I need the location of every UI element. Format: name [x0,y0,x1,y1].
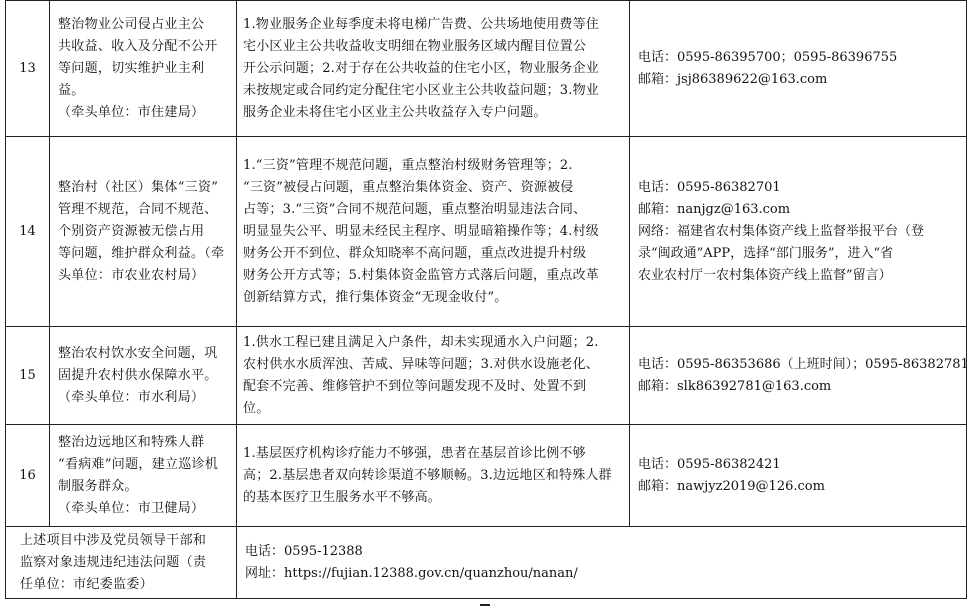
task-line: 个别资产资源被无偿占用 [58,223,205,239]
issue-line: 开公示问题；2.对于存在公共收益的住宅小区，物业服务企业 [243,60,600,76]
issue-line: 高；2.基层患者双向转诊渠道不够顺畅。3.边远地区和特殊人群 [243,467,612,483]
rectification-table [5,0,967,599]
contact-cell [630,425,967,527]
task-cell [50,327,237,425]
issue-cell [237,425,630,527]
issue-line: 未按规定或合同约定分配住宅小区业主公共收益问题；3.物业 [243,82,600,98]
contact-cell [630,1,967,137]
lead-unit: （牵头单位：市水利局） [58,389,205,405]
issue-line: 财务公开不到位、群众知晓率不高问题，重点改进提升村级 [243,245,587,261]
task-line: “看病难”问题，建立巡诊机 [58,456,219,472]
table-row [6,327,967,425]
task-line: 整治物业公司侵占业主公 [58,16,205,32]
online-channel: 农业农村厅一农村集体资产线上监督”留言） [638,267,892,283]
contact-cell [630,137,967,327]
issue-line: “三资”被侵占问题，重点整治集体资金、资产、资源被侵 [243,179,574,195]
contact-cell [630,327,967,425]
task-cell [50,1,237,137]
task-cell [50,137,237,327]
phone: 电话：0595-86382701 [638,179,781,195]
task-line: 管理不规范，合同不规范、 [58,201,218,217]
issue-line: 财务公开方式等；5.村集体资金监管方式落后问题，重点改革 [243,267,600,283]
task-line: 整治村（社区）集体“三资” [58,179,219,195]
lead-unit: （牵头单位：市卫健局） [58,500,205,516]
issue-cell [237,137,630,327]
footer-task-cell [6,527,237,599]
task-line: 共收益、收入及分配不公开 [58,38,218,54]
lead-unit: （牵头单位：市住建局） [58,104,205,120]
task-line: 等问题，维护群众利益。（牵 [58,245,225,261]
footer-task-line: 监察对象违规违纪违法问题（责 [20,554,207,570]
issue-line: 占等；3.“三资”合同不规范问题，重点整治明显违法合同、 [243,201,587,217]
footer-task-line: 任单位：市纪委监委） [20,576,154,592]
email[interactable]: 邮箱：nanjgz@163.com [638,201,791,217]
issue-cell [237,1,630,137]
email[interactable]: 邮箱：jsj86389622@163.com [638,71,828,87]
task-line: 整治农村饮水安全问题，巩 [58,345,218,361]
phone: 电话：0595-86395700；0595-86396755 [638,49,898,65]
issue-line: 农村供水水质浑浊、苦咸、异味等问题；3.对供水设施老化、 [243,356,600,372]
table-row [6,1,967,137]
email[interactable]: 邮箱：nawjyz2019@126.com [638,478,825,494]
issue-line: 1.基层医疗机构诊疗能力不够强，患者在基层首诊比例不够 [243,445,586,461]
footer-contact-cell [237,527,967,599]
phone: 电话：0595-12388 [245,543,363,559]
row-number: 15 [6,327,50,425]
issue-line: 创新结算方式，推行集体资金“无现金收付”。 [243,289,508,305]
row-number: 14 [6,137,50,327]
issue-line: 1.物业服务企业每季度未将电梯广告费、公共场地使用费等住 [243,16,600,32]
page-number-mark [480,604,490,606]
email[interactable]: 邮箱：slk86392781@163.com [638,378,832,394]
footer-row [6,527,967,599]
task-line: 固提升农村供水保障水平。 [58,367,218,383]
issue-line: 宅小区业主公共收益收支明细在物业服务区域内醒目位置公 [243,38,587,54]
issue-line: 服务企业未将住宅小区业主公共收益存入专户问题。 [243,104,547,120]
issue-line: 的基本医疗卫生服务水平不够高。 [243,489,442,505]
row-number: 13 [6,1,50,137]
footer-task-line: 上述项目中涉及党员领导干部和 [20,532,207,548]
issue-line: 1.供水工程已建且满足入户条件，却未实现通水入户问题；2. [243,334,599,350]
table-row [6,137,967,327]
phone: 电话：0595-86382421 [638,456,781,472]
task-line: 等问题，切实维护业主利 [58,60,205,76]
phone: 电话：0595-86353686（上班时间）；0595-86382781 [638,356,969,372]
issue-line: 明显显失公平、明显未经民主程序、明显暗箱操作等；4.村级 [243,223,600,239]
issue-line: 配套不完善、维修管护不到位等问题发现不及时、处置不到 [243,378,587,394]
lead-unit: 头单位：市农业农村局） [58,267,205,283]
issue-line: 1.“三资”管理不规范问题，重点整治村级财务管理等；2. [243,157,573,173]
issue-cell [237,327,630,425]
row-number: 16 [6,425,50,527]
online-channel: 网络：福建省农村集体资产线上监督举报平台（登 [638,223,925,239]
website-link[interactable]: 网址：https://fujian.12388.gov.cn/quanzhou/nanan/ [245,565,578,581]
task-line: 益。 [58,82,85,98]
task-line: 制服务群众。 [58,478,138,494]
task-line: 整治边远地区和特殊人群 [58,434,205,450]
task-cell [50,425,237,527]
online-channel: 录“闽政通”APP，选择“部门服务”，进入“省 [638,245,894,261]
table-row [6,425,967,527]
issue-line: 位。 [243,400,270,416]
